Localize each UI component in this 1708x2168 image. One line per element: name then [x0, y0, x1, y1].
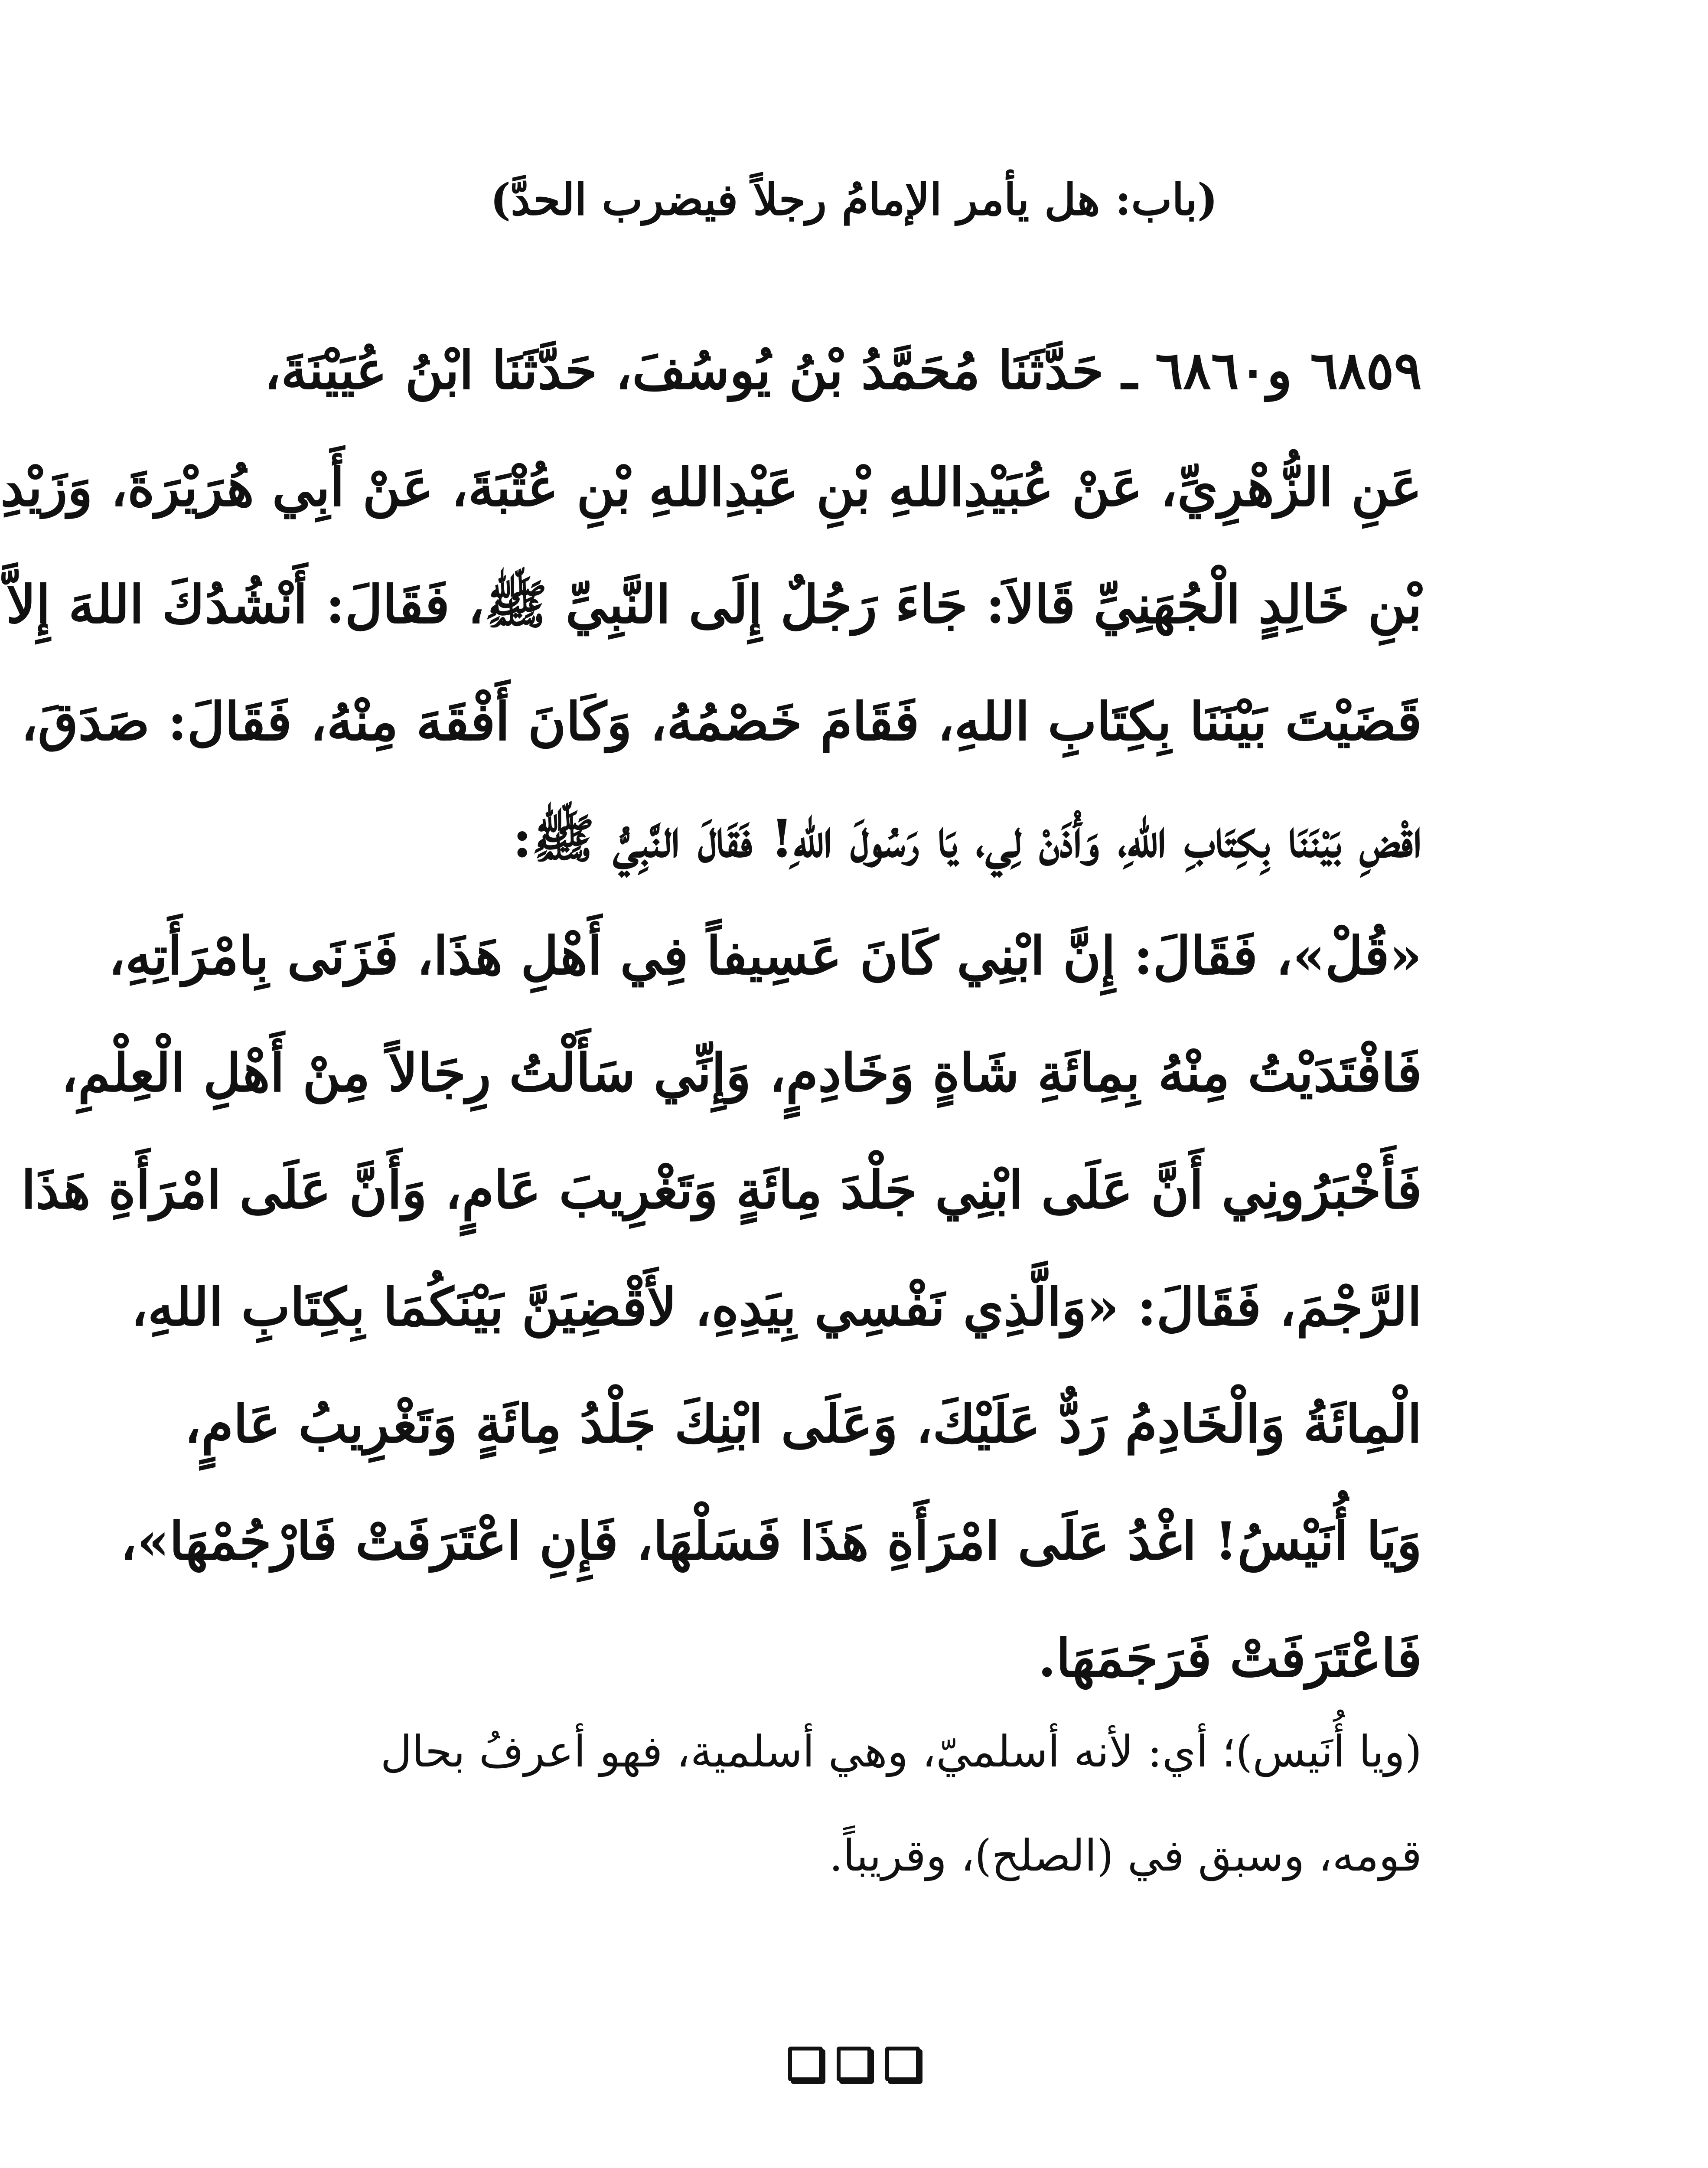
hadith-line: الْمِائَةُ وَالْخَادِمُ رَدٌّ عَلَيْكَ، وَعَلَى ابْنِكَ جَلْدُ مِائَةٍ وَتَغْرِيبُ عَامٍ، — [184, 1394, 1422, 1455]
commentary-text — [217, 1700, 1422, 1908]
commentary-line: قومه، وسبق في (الصلح)، وقريباً. — [829, 1830, 1422, 1881]
hadith-line: بْنِ خَالِدٍ الْجُهَنِيِّ قَالاَ: جَاءَ رَجُلٌ إِلَى النَّبِيِّ ﷺ، فَقَالَ: أَنْشُدُكَ اللهَ إِلاَّ — [6, 574, 1422, 635]
square-ornament-icon — [837, 2047, 871, 2081]
hadith-line: وَيَا أُنَيْسُ! اغْدُ عَلَى امْرَأَةِ هَذَا فَسَلْهَا، فَإِنِ اعْتَرَفَتْ فَارْجُمْهَا»، — [120, 1511, 1422, 1572]
hadith-line: قَضَيْتَ بَيْنَنَا بِكِتَابِ اللهِ، فَقَامَ خَصْمُهُ، وَكَانَ أَفْقَهَ مِنْهُ، فَقَالَ: صَدَقَ، — [21, 691, 1422, 752]
hadith-line: الرَّجْمَ، فَقَالَ: «وَالَّذِي نَفْسِي بِيَدِهِ، لأَقْضِيَنَّ بَيْنَكُمَا بِكِتَابِ اللهِ، — [131, 1277, 1422, 1338]
hadith-text — [0, 312, 1422, 1717]
hadith-line: «قُلْ»، فَقَالَ: إِنَّ ابْنِي كَانَ عَسِيفاً فِي أَهْلِ هَذَا، فَزَنَى بِامْرَأَتِهِ، — [108, 925, 1422, 986]
square-ornament-icon — [788, 2047, 823, 2081]
hadith-line: فَاعْتَرَفَتْ فَرَجَمَهَا. — [1038, 1628, 1422, 1689]
hadith-line: فَأَخْبَرُونِي أَنَّ عَلَى ابْنِي جَلْدَ مِائَةٍ وَتَغْرِيبَ عَامٍ، وَأَنَّ عَلَى امْرَأَةِ هَذَا — [21, 1159, 1422, 1221]
hadith-line: اقْضِ بَيْنَنَا بِكِتَابِ اللهِ، وَأْذَنْ لِي، يَا رَسُولَ اللهِ! فَقَالَ النَّبِيُّ ﷺ: — [512, 808, 1422, 869]
square-ornament-icon — [885, 2047, 920, 2081]
commentary-line: (ويا أُنَيس)؛ أي: لأنه أسلميّ، وهي أسلمية، فهو أعرفُ بحال — [380, 1726, 1422, 1777]
hadith-line: ٦٨٥٩ و٦٨٦٠ ـ حَدَّثَنَا مُحَمَّدُ بْنُ يُوسُفَ، حَدَّثَنَا ابْنُ عُيَيْنَةَ، — [264, 340, 1422, 401]
hadith-line: فَافْتَدَيْتُ مِنْهُ بِمِائَةِ شَاةٍ وَخَادِمٍ، وَإِنِّي سَأَلْتُ رِجَالاً مِنْ أَهْلِ الْعِلْمِ، — [61, 1042, 1422, 1104]
section-divider — [0, 2047, 1708, 2081]
hadith-line: عَنِ الزُّهْرِيِّ، عَنْ عُبَيْدِاللهِ بْنِ عَبْدِاللهِ بْنِ عُتْبَةَ، عَنْ أَبِي هُرَيْرَةَ، وَزَيْدِ — [0, 457, 1422, 518]
chapter-title: (باب: هل يأمر الإمامُ رجلاً فيضرب الحدَّ) — [490, 174, 1218, 225]
